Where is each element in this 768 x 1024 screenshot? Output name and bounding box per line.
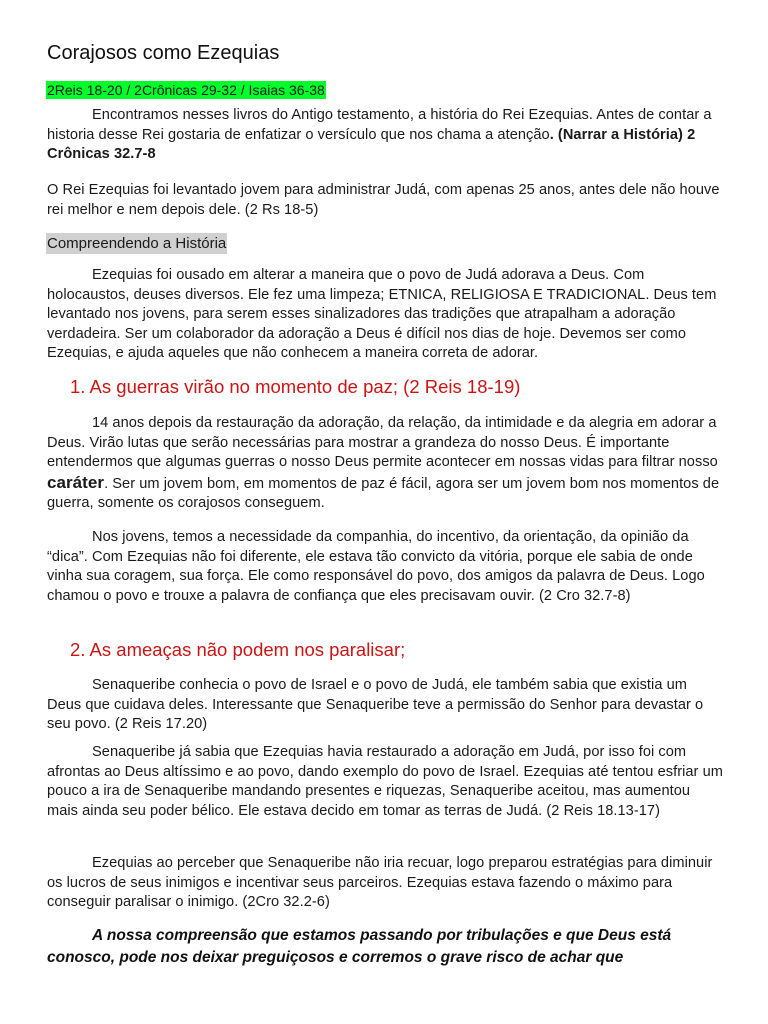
scripture-reference-highlight: 2Reis 18-20 / 2Crônicas 29-32 / Isaias 36-38 [47,82,325,98]
point-1-heading: 1. As guerras virão no momento de paz; (2 Reis 18-19) [70,376,521,397]
intro-text: Encontramos nesses livros do Antigo testamento, a história do Rei Ezequias. Antes de contar a historia desse Rei gostaria de enfatizar o versículo que nos chama a atenção [47,107,712,143]
point-1-text-after: . Ser um jovem bom, em momentos de paz é fácil, agora ser um jovem bom nos momentos de guerra, somente os corajosos conseguem. [47,475,720,511]
paragraph-king-hezekiah: O Rei Ezequias foi levantado jovem para administrar Judá, com apenas 25 anos, antes dele não houve rei melhor e nem depois dele. (2 Rs 18-5) [47,182,720,218]
paragraph-understanding: Ezequias foi ousado em alterar a maneira que o povo de Judá adorava a Deus. Com holocaustos, deuses diversos. Ele fez uma limpeza; ETNICA, RELIGIOSA E TRADICIONAL. Deus tem levantado nos jovens, para serem esses sinalizadores das tradições que atrapalham a adoração verdadeira. Ser um colaborador da adoração a Deus é difícil nos dias de hoje. Devemos ser como Ezequias, e ajuda aqueles que não conhecem a maneira correta de adorar. [47,267,717,361]
section-heading: Compreendendo a História [47,235,227,252]
intro-bold-reference: . (Narrar a História) 2 Crônicas 32.7-8 [47,126,696,162]
point-2-paragraph-2: Senaqueribe já sabia que Ezequias havia restaurado a adoração em Judá, por isso foi com afrontas ao Deus altíssimo e ao povo, dando exemplo do povo de Israel. Ezequias até tentou esfriar um pouco a ira de Senaqueribe mandando presentes e riquezas, Senaqueribe aceitou, mas aumentou mais ainda seu poder bélico. Ele estava decido em tomar as terras de Judá. (2 Reis 18.13-17) [47,744,723,819]
point-1-text-before: 14 anos depois da restauração da adoração, da relação, da intimidade e da alegria em adorar a Deus. Virão lutas que serão necessárias para mostrar a grandeza do nosso Deus. É importante entendermos que algumas guerras o nosso Deus permite acontecer em nossas vidas para filtrar nosso [47,415,718,470]
point-2-paragraph-1: Senaqueribe conhecia o povo de Israel e o povo de Judá, ele também sabia que existia um Deus que cuidava deles. Interessante que Senaqueribe teve a permissão do Senhor para devastar o seu povo. (2 Reis 17.20) [47,677,704,732]
conclusion-paragraph: A nossa compreensão que estamos passando por tribulações e que Deus está conosco, pode nos deixar preguiçosos e corremos o grave risco de achar que [47,927,672,966]
page-title: Corajosos como Ezequias [47,42,280,64]
point-1-emphasis-word: caráter [47,472,105,492]
point-2-heading: 2. As ameaças não podem nos paralisar; [70,639,406,660]
point-1-paragraph-2: Nos jovens, temos a necessidade da companhia, do incentivo, da orientação, da opinião da “dica”. Com Ezequias não foi diferente, ele estava tão convicto da vitória, porque ele sabia de onde vinha sua coragem, sua força. Ele como responsável do povo, dos amigos da palavra de Deus. Logo chamou o povo e trouxe a palavra de confiança que eles precisavam ouvir. (2 Cro 32.7-8) [47,529,705,604]
intro-paragraph [47,106,723,165]
point-2-paragraph-3: Ezequias ao perceber que Senaqueribe não iria recuar, logo preparou estratégias para diminuir os lucros de seus inimigos e incentivar seus parceiros. Ezequias estava fazendo o máximo para conseguir paralisar o inimigo. (2Cro 32.2-6) [47,855,713,910]
point-1-paragraph-1 [47,414,723,514]
